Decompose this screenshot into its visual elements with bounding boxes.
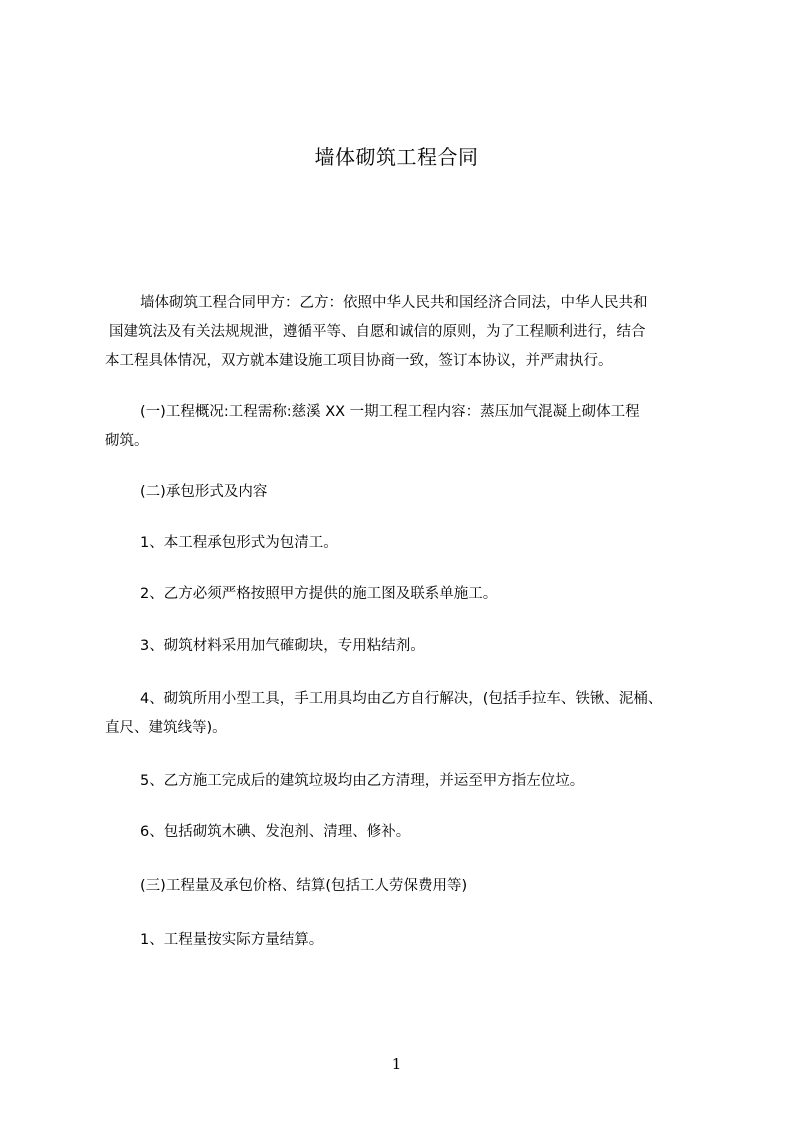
item-4-line-1: 4、砌筑所用小型工具，手工用具均由乙方自行解决，(包括手拉车、铁锹、泥桶、 <box>140 691 663 707</box>
item-1: 1、本工程承包形式为包清工。 <box>140 535 338 551</box>
intro-line-1: 墙体砌筑工程合同甲方：乙方：依照中华人民共和国经济合同法，中华人民共和 <box>140 295 648 311</box>
section3-heading: (三)工程量及承包价格、结算(包括工人劳保费用等) <box>140 878 468 894</box>
intro-line-2: 国建筑法及有关法规规泄，遵循平等、自愿和诚信的原则，为了工程顺利进行，结合 <box>109 324 646 340</box>
item-5: 5、乙方施工完成后的建筑垃圾均由乙方清理，并运至甲方指左位垃。 <box>140 773 585 789</box>
section3-item-1: 1、工程量按实际方量结算。 <box>140 932 324 948</box>
section2-heading: (二)承包形式及内容 <box>140 484 268 500</box>
section1-line-2: 砌筑。 <box>105 433 149 449</box>
intro-line-3: 本工程具体情况，双方就本建设施工项目协商一致，签订本协议，并严肃执行。 <box>105 353 613 369</box>
section1-line-1: (一)工程概况:工程需称:慈溪 XX 一期工程工程内容：蒸压加气混凝上砌体工程 <box>140 404 640 420</box>
item-6: 6、包括砌筑木碘、发泡剂、清理、修补。 <box>140 824 411 840</box>
item-2: 2、乙方必须严格按照甲方提供的施工图及联系单施工。 <box>140 586 498 602</box>
item-3: 3、砌筑材料采用加气確砌块，专用粘结剂。 <box>140 638 425 654</box>
item-4-line-2: 直尺、建筑线等)。 <box>105 720 227 736</box>
document-title: 墙体砌筑工程合同 <box>314 145 479 169</box>
page-number: 1 <box>391 1055 402 1073</box>
